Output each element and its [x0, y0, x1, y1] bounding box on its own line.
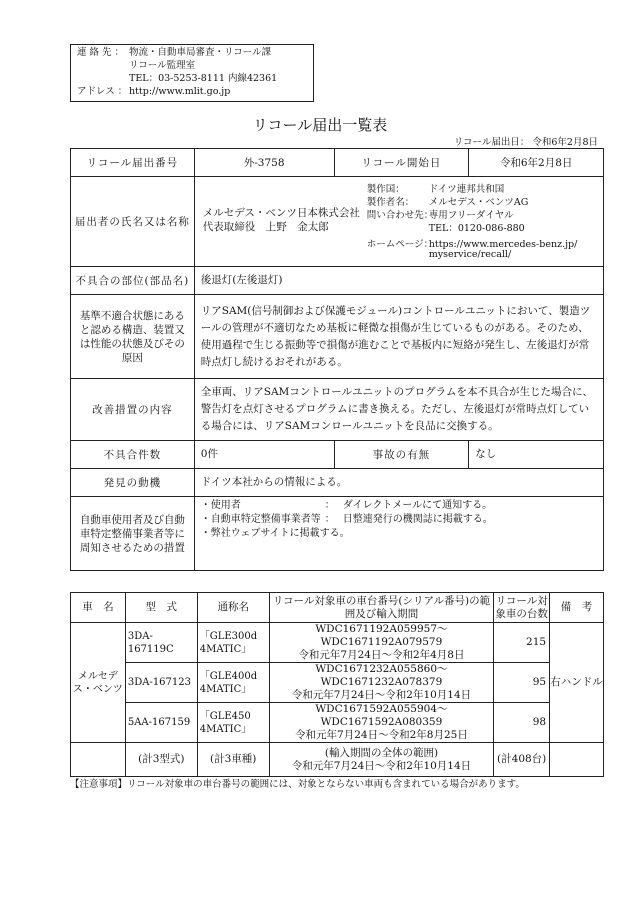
cause-value: リアSAM(信号制御および保護モジュール)コントロールユニットにおいて、製造ツールの管理が不適切なため基板に軽微な損傷が生じているものがある。そのため、使用過程で生じる振動等で損傷が進むことで基板内に短絡が発生し、左後退灯が常時点灯し続けるおそれがある。	[194, 295, 603, 379]
vehicle-table	[70, 592, 604, 777]
notify-sep: ：	[324, 500, 335, 511]
part-row	[71, 267, 604, 295]
inquiry-label: 問い合わせ先：	[366, 209, 434, 221]
col-count: リコール対象車の台数	[494, 593, 550, 623]
notify-user-method: ダイレクトメールにて通知する。	[342, 500, 493, 511]
applicant-representative: 代表取締役 上野 金太郎	[202, 220, 329, 233]
import-period: 令和元年7月24日～令和2年4月8日	[298, 649, 465, 661]
recall-number-label: リコール届出番号	[71, 149, 195, 177]
part-value: 後退灯(左後退灯)	[194, 267, 603, 295]
table-row	[71, 623, 604, 663]
homepage-link-cont[interactable]: myservice/recall/	[428, 248, 512, 260]
serial-range: WDC1671232A055860～WDC1671232A078379	[315, 663, 448, 688]
discovery-value: ドイツ本社からの情報による。	[194, 469, 603, 497]
vehicle-name: 「GLE300d 4MATIC」	[197, 623, 269, 663]
applicant-name: メルセデス・ベンツ日本株式会社	[202, 206, 360, 219]
vehicle-type: 5AA-167159	[125, 703, 197, 743]
applicant-label: 届出者の氏名又は名称	[71, 177, 195, 267]
notify-shop-method: 日整連発行の機関誌に掲載する。	[342, 514, 493, 525]
homepage-label: ホームページ：	[366, 238, 434, 250]
vehicle-type: 3DA-167123	[125, 663, 197, 703]
vehicle-count: 98	[494, 703, 550, 743]
address-label: アドレス ：	[77, 86, 128, 97]
col-common-name: 通称名	[197, 593, 269, 623]
total-row	[71, 743, 604, 777]
recall-start-date: 令和6年2月8日	[469, 149, 604, 177]
discovery-label: 発見の動機	[71, 469, 195, 497]
measure-label: 改善措置の内容	[71, 379, 195, 441]
footnote: 【注意事項】リコール対象車の車台番号の範囲には、対象とならない車両も含まれている場合があります。	[70, 779, 525, 790]
vehicle-name: 「GLE450 4MATIC」	[197, 703, 269, 743]
total-count: (計408台)	[494, 743, 550, 777]
applicant-row	[71, 177, 604, 267]
filing-date	[454, 134, 598, 148]
vehicle-count: 95	[494, 663, 550, 703]
accident-label: 事故の有無	[334, 441, 469, 469]
notify-row	[71, 497, 604, 571]
notify-shop: ・自動車特定整備事業者等	[200, 514, 321, 525]
contact-label: 連 絡 先 ：	[77, 47, 125, 58]
total-names: (計3車種)	[197, 743, 269, 777]
cause-row	[71, 295, 604, 379]
vehicle-header-row	[71, 593, 604, 623]
vehicle-remarks: 右ハンドル	[550, 623, 604, 743]
defect-accident-row	[71, 441, 604, 469]
contact-dept: 物流・自動車局審査・リコール課	[129, 47, 272, 58]
recall-info-table	[70, 148, 604, 571]
import-period: 令和元年7月24日～令和2年8月25日	[295, 729, 468, 741]
discovery-row	[71, 469, 604, 497]
total-types: (計3型式)	[125, 743, 197, 777]
defect-count: 0件	[194, 441, 334, 469]
recall-start-label: リコール開始日	[334, 149, 469, 177]
table-row	[71, 663, 604, 703]
contact-box	[70, 44, 314, 102]
applicant-info	[195, 178, 603, 266]
notify-website: ・弊社ウェブサイトに掲載する。	[200, 528, 350, 539]
contact-tel: TEL：03-5253-8111 内線42361	[129, 73, 278, 84]
serial-range: WDC1671592A055904～WDC1671592A080359	[315, 703, 448, 728]
total-period-label: (輸入期間の全体の範囲)	[324, 746, 439, 759]
vehicle-count: 215	[494, 623, 550, 663]
serial-range: WDC1671192A059957～WDC1671192A079579	[315, 623, 448, 648]
notify-sep: ：	[324, 514, 335, 525]
recall-number: 外-3758	[194, 149, 334, 177]
part-label: 不具合の部位(部品名)	[71, 267, 195, 295]
filing-date-label: リコール届出日：	[453, 137, 530, 148]
inquiry: 専用フリーダイヤル	[428, 209, 514, 221]
table-row	[71, 703, 604, 743]
defect-count-label: 不具合件数	[71, 441, 195, 469]
accident-value: なし	[469, 441, 604, 469]
inquiry-tel: TEL：0120-086-880	[428, 222, 525, 234]
contact-address-link[interactable]: http://www.mlit.go.jp	[129, 86, 231, 97]
recall-number-row	[71, 149, 604, 177]
import-period: 令和元年7月24日～令和2年10月14日	[291, 689, 472, 701]
homepage-link[interactable]: https://www.mercedes-benz.jp/	[428, 238, 578, 250]
maker-name: メルセデス・ベンツAG	[428, 196, 529, 208]
maker-country: ドイツ連邦共和国	[428, 183, 505, 195]
maker-label: 製作者名：	[366, 196, 415, 208]
notify-user: ・使用者	[200, 500, 241, 511]
contact-office: リコール監理室	[129, 60, 196, 71]
filing-date-value: 令和6年2月8日	[532, 137, 598, 148]
notify-label: 自動車使用者及び自動車特定整備事業者等に周知させるための措置	[71, 497, 195, 571]
col-range: リコール対象車の車台番号(シリアル番号)の範囲及び輸入期間	[269, 593, 494, 623]
total-period: 令和元年7月24日～令和2年10月14日	[291, 759, 472, 772]
vehicle-type: 3DA-167119C	[125, 623, 197, 663]
maker-country-label: 製作国：	[366, 183, 405, 195]
document-title: リコール届出一覧表	[252, 116, 388, 134]
measure-value: 全車両、リアSAMコントロールユニットのプログラムを本不具合が生じた場合に、警告灯を点灯させるプログラムに書き換える。ただし、左後退灯が常時点灯している場合には、リアSAMコンロールユニットを良品に交換する。	[194, 379, 603, 441]
measure-row	[71, 379, 604, 441]
cause-label: 基準不適合状態にあると認める構造、装置又は性能の状態及びその原因	[71, 295, 195, 379]
col-remarks: 備 考	[550, 593, 604, 623]
col-maker: 車 名	[71, 593, 126, 623]
vehicle-maker: メルセデス・ベンツ	[71, 623, 126, 743]
vehicle-name: 「GLE400d 4MATIC」	[197, 663, 269, 703]
col-type: 型 式	[125, 593, 197, 623]
